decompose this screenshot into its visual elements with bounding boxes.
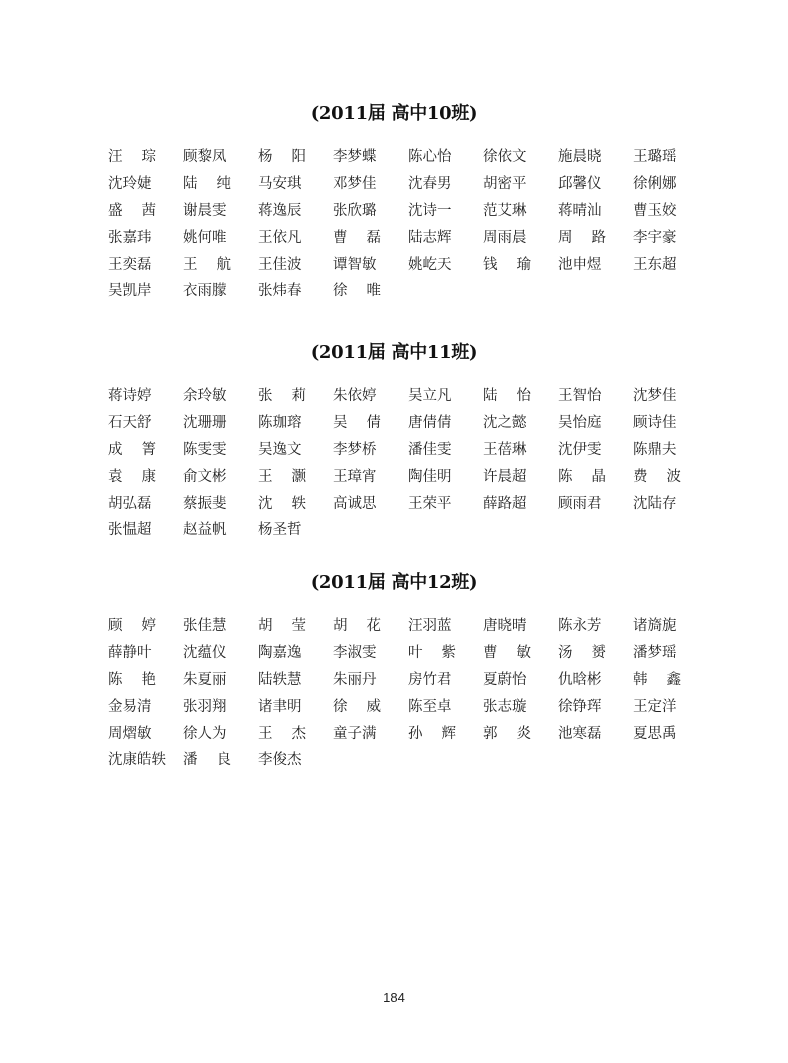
student-name: 杨圣哲: [258, 522, 302, 539]
student-name: 薛路超: [483, 495, 527, 512]
student-name: 夏蔚怡: [483, 671, 527, 688]
student-name: 朱依婷: [333, 388, 377, 405]
student-name: 成 箐: [108, 441, 156, 458]
student-name: 姚屹天: [408, 256, 452, 273]
student-name: 周 路: [558, 229, 606, 246]
name-row: [108, 437, 708, 464]
student-name: 蔡振斐: [183, 495, 227, 512]
student-name: 周雨晨: [483, 229, 527, 246]
student-name: 胡 莹: [258, 618, 306, 635]
name-row: [108, 463, 708, 490]
student-name: 周熠敏: [108, 725, 152, 742]
student-name: 高诚思: [333, 495, 377, 512]
student-name: 池寒磊: [558, 725, 602, 742]
student-name: 曹玉姣: [633, 202, 677, 219]
student-name: 蒋诗婷: [108, 388, 152, 405]
student-name: 俞文彬: [183, 468, 227, 485]
student-name: 房竹君: [408, 671, 452, 688]
student-name: 吴 倩: [333, 415, 381, 432]
student-name: 郭 炎: [483, 725, 531, 742]
student-name: 李宇豪: [633, 229, 677, 246]
student-name: 沈康皓轶: [108, 752, 166, 769]
student-name: 王 杰: [258, 725, 306, 742]
student-name: 陈心怡: [408, 149, 452, 166]
student-name: 邓梦佳: [333, 176, 377, 193]
student-name: 沈梦佳: [633, 388, 677, 405]
student-name: 衣雨朦: [183, 283, 227, 300]
student-name: 李淑雯: [333, 645, 377, 662]
student-name: 汪 琮: [108, 149, 156, 166]
student-name: 孙 辉: [408, 725, 456, 742]
student-name: 张羽翔: [183, 698, 227, 715]
student-name: 蒋晴汕: [558, 202, 602, 219]
student-name: 朱丽丹: [333, 671, 377, 688]
name-row: [108, 198, 708, 225]
student-name: 陈鼎夫: [633, 441, 677, 458]
student-name: 张愠超: [108, 522, 152, 539]
student-name: 余玲敏: [183, 388, 227, 405]
student-name: 陈永芳: [558, 618, 602, 635]
section-title: (2011届 高中12班): [310, 572, 478, 593]
name-grid: [108, 144, 708, 305]
student-name: 韩 鑫: [633, 671, 681, 688]
name-row: [108, 720, 708, 747]
student-name: 池申煜: [558, 256, 602, 273]
student-name: 张嘉玮: [108, 229, 152, 246]
student-name: 王依凡: [258, 229, 302, 246]
student-name: 费 波: [633, 468, 681, 485]
student-name: 陶佳明: [408, 468, 452, 485]
name-row: [108, 640, 708, 667]
student-name: 袁 康: [108, 468, 156, 485]
student-name: 施晨晓: [558, 149, 602, 166]
student-name: 王智怡: [558, 388, 602, 405]
student-name: 张炜春: [258, 283, 302, 300]
name-row: [108, 613, 708, 640]
student-name: 谭智敏: [333, 256, 377, 273]
student-name: 童子满: [333, 725, 377, 742]
student-name: 沈伊雯: [558, 441, 602, 458]
student-name: 诸聿明: [258, 698, 302, 715]
student-name: 蒋逸辰: [258, 202, 302, 219]
name-row: [108, 171, 708, 198]
student-name: 王璋宵: [333, 468, 377, 485]
student-name: 王东超: [633, 256, 677, 273]
student-name: 徐铮珲: [558, 698, 602, 715]
student-name: 陈 艳: [108, 671, 156, 688]
student-name: 陆志辉: [408, 229, 452, 246]
student-name: 金易清: [108, 698, 152, 715]
section-title: (2011届 高中11班): [310, 342, 478, 363]
student-name: 沈蕴仪: [183, 645, 227, 662]
section-title: (2011届 高中10班): [310, 103, 478, 124]
student-name: 沈 轶: [258, 495, 306, 512]
student-name: 曹 磊: [333, 229, 381, 246]
student-name: 诸旖旎: [633, 618, 677, 635]
student-name: 沈之懿: [483, 415, 527, 432]
student-name: 顾 婷: [108, 618, 156, 635]
name-row: [108, 251, 708, 278]
student-name: 张志璇: [483, 698, 527, 715]
student-name: 许晨超: [483, 468, 527, 485]
student-name: 杨 阳: [258, 149, 306, 166]
student-name: 顾雨君: [558, 495, 602, 512]
student-name: 王定洋: [633, 698, 677, 715]
student-name: 范艾琳: [483, 202, 527, 219]
student-name: 仇晗彬: [558, 671, 602, 688]
student-name: 汪羽蓝: [408, 618, 452, 635]
student-name: 徐人为: [183, 725, 227, 742]
student-name: 盛 茜: [108, 202, 156, 219]
name-row: [108, 383, 708, 410]
name-row: [108, 144, 708, 171]
student-name: 沈陆存: [633, 495, 677, 512]
student-name: 姚何唯: [183, 229, 227, 246]
student-name: 王 航: [183, 256, 231, 273]
name-row: [108, 517, 708, 544]
student-name: 曹 敏: [483, 645, 531, 662]
student-name: 潘梦瑶: [633, 645, 677, 662]
student-name: 陆轶慧: [258, 671, 302, 688]
student-name: 沈诗一: [408, 202, 452, 219]
student-name: 吴怡庭: [558, 415, 602, 432]
name-row: [108, 278, 708, 305]
student-name: 徐 唯: [333, 283, 381, 300]
student-name: 钱 瑜: [483, 256, 531, 273]
student-name: 吴逸文: [258, 441, 302, 458]
student-name: 徐俐娜: [633, 176, 677, 193]
name-grid: [108, 613, 708, 774]
student-name: 赵益帆: [183, 522, 227, 539]
student-name: 汤 赟: [558, 645, 606, 662]
student-name: 李梦桥: [333, 441, 377, 458]
student-name: 陈雯雯: [183, 441, 227, 458]
student-name: 陆 怡: [483, 388, 531, 405]
student-name: 张 莉: [258, 388, 306, 405]
student-name: 谢晨雯: [183, 202, 227, 219]
student-name: 王 灏: [258, 468, 306, 485]
name-row: [108, 747, 708, 774]
student-name: 王奕磊: [108, 256, 152, 273]
student-name: 李俊杰: [258, 752, 302, 769]
student-name: 叶 紫: [408, 645, 456, 662]
student-name: 潘 良: [183, 752, 231, 769]
student-name: 徐依文: [483, 149, 527, 166]
student-name: 陈 晶: [558, 468, 606, 485]
student-name: 夏思禹: [633, 725, 677, 742]
student-name: 薛静叶: [108, 645, 152, 662]
student-name: 邱馨仪: [558, 176, 602, 193]
name-row: [108, 693, 708, 720]
student-name: 唐倩倩: [408, 415, 452, 432]
name-row: [108, 410, 708, 437]
student-name: 唐晓晴: [483, 618, 527, 635]
student-name: 胡弘磊: [108, 495, 152, 512]
page-number: 184: [383, 990, 405, 1005]
student-name: 王蓓琳: [483, 441, 527, 458]
name-row: [108, 490, 708, 517]
student-name: 吴凯岸: [108, 283, 152, 300]
name-row: [108, 667, 708, 694]
student-name: 潘佳雯: [408, 441, 452, 458]
student-name: 胡 花: [333, 618, 381, 635]
student-name: 李梦蝶: [333, 149, 377, 166]
student-name: 张佳慧: [183, 618, 227, 635]
student-name: 吴立凡: [408, 388, 452, 405]
name-grid: [108, 383, 708, 544]
student-name: 陈至卓: [408, 698, 452, 715]
student-name: 王佳波: [258, 256, 302, 273]
student-name: 沈玲婕: [108, 176, 152, 193]
student-name: 沈春男: [408, 176, 452, 193]
student-name: 陆 纯: [183, 176, 231, 193]
student-name: 马安琪: [258, 176, 302, 193]
student-name: 顾诗佳: [633, 415, 677, 432]
name-row: [108, 224, 708, 251]
student-name: 王荣平: [408, 495, 452, 512]
student-name: 朱夏丽: [183, 671, 227, 688]
student-name: 沈珊珊: [183, 415, 227, 432]
student-name: 陶嘉逸: [258, 645, 302, 662]
student-name: 顾黎凤: [183, 149, 227, 166]
student-name: 胡密平: [483, 176, 527, 193]
student-name: 张欣璐: [333, 202, 377, 219]
student-name: 王璐瑶: [633, 149, 677, 166]
student-name: 徐 威: [333, 698, 381, 715]
student-name: 陈珈瑢: [258, 415, 302, 432]
student-name: 石天舒: [108, 415, 152, 432]
